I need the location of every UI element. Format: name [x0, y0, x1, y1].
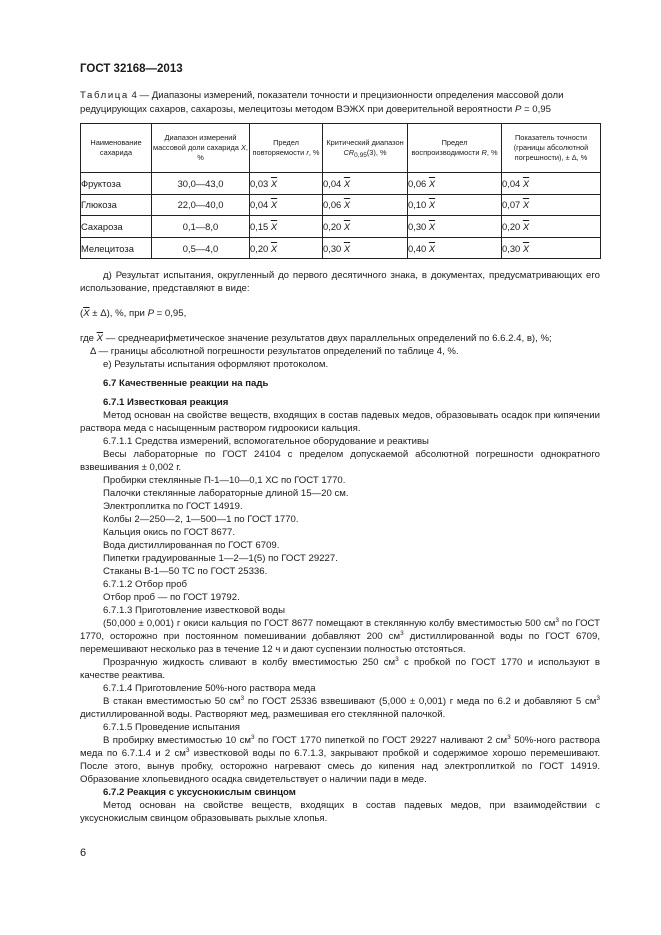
col-header-range: Диапазон измерений массовой доли сахарида X, %: [152, 124, 250, 173]
table-caption-label: Таблица: [80, 90, 129, 101]
table-row: [81, 237, 601, 259]
cell-delta: [502, 173, 601, 195]
paragraph: Электроплитка по ГОСТ 14919.: [103, 501, 243, 512]
formula-where-2: Δ — границы абсолютной погрешности результатов определений по таблице 4, %.: [90, 346, 459, 357]
document-header: ГОСТ 32168—2013: [80, 63, 183, 75]
x-bar-symbol: $\overline{X}$: [428, 220, 436, 232]
paragraph: (50,000 ± 0,001) г окиси кальция по ГОСТ 8677 помещают в стеклянную колбу вместимостью 500 $см^3$ по ГОСТ 1770, осторожно при постоянном помешивании добавляют 200 $см^3$ дистиллированной воды по ГОСТ 6709, перемешивают несколько раз в течение 12 ч и дают суспензии полностью отстояться.: [80, 617, 601, 655]
paragraph: В пробирку вместимостью 10 $см^3$ по ГОСТ 1770 пипеткой по ГОСТ 29227 наливают 2 $см^3$ 50%-ного раствора меда по 6.7.1.4 и 2 $см^3$ известковой воды по 6.7.1.3, закрывают пробкой и содержимое хорошо перемешивают. После этого, вынув пробку, осторожно нагревают смесь до кипения над электроплиткой по ГОСТ 14919. Образование хлопьевидного осадка свидетельствует о наличии пади в меде.: [80, 734, 601, 785]
cell-delta-value: 0,20: [502, 220, 521, 232]
col-header-repeatability: Предел повторяемости r, %: [250, 124, 323, 173]
paragraph: 6.7.1.2 Отбор проб: [103, 579, 188, 590]
table-row: [81, 216, 601, 238]
paragraph: В стакан вместимостью 50 $см^3$ по ГОСТ 25336 взвешивают (5,000 ± 0,001) г меда по 6.2 и добавляют 5 $см^3$ дистиллированной воды. Растворяют мед, размешивая его стеклянной палочкой.: [80, 695, 600, 720]
paragraph: Пипетки градуированные 1—2—1(5) по ГОСТ 29227.: [103, 553, 338, 564]
table-caption-text: 4 — Диапазоны измерений, показатели точности и прецизионности определения массовой доли редуцирующих сахаров, сахарозы, мелецитозы методом ВЭЖХ при доверительной вероятности P = 0,95: [80, 90, 564, 115]
cell-r-value: 0,20: [250, 242, 269, 254]
cell-delta: [502, 216, 601, 238]
result-formula: $(\overline{X} \pm \Delta)$, %, при P = 0,95,: [80, 308, 187, 319]
cell-r-value: 0,03: [250, 177, 269, 189]
document-body: [80, 269, 600, 825]
cell-range: 30,0—43,0: [152, 173, 250, 195]
paragraph: Отбор проб — по ГОСТ 19792.: [103, 592, 240, 603]
cell-name: Глюкоза: [81, 194, 152, 216]
col-header-name: Наименование сахарида: [81, 124, 152, 173]
paragraph: Палочки стеклянные лабораторные длиной 15—20 см.: [103, 488, 349, 499]
x-bar-symbol: $\overline{X}$: [270, 199, 278, 211]
cell-name: Фруктоза: [81, 173, 152, 195]
cell-delta: [502, 237, 601, 259]
col-header-reproducibility: Предел воспроизводимости R, %: [408, 124, 502, 173]
cell-cr-value: 0,06: [323, 199, 342, 211]
cell-R-value: 0,10: [408, 199, 427, 211]
cell-R-value: 0,06: [408, 177, 427, 189]
cell-r: [250, 173, 323, 195]
x-bar-symbol: $\overline{X}$: [270, 177, 278, 189]
cell-R: [408, 194, 502, 216]
cell-R: [408, 216, 502, 238]
table-row: [81, 173, 601, 195]
paragraph: Прозрачную жидкость сливают в колбу вместимостью 250 $см^3$ с пробкой по ГОСТ 1770 и используют в качестве реактива.: [80, 656, 600, 681]
cell-range: 0,1—8,0: [152, 216, 250, 238]
paragraph: 6.7.1.4 Приготовление 50%-ного раствора меда: [103, 683, 316, 694]
paragraph: 6.7.1.5 Проведение испытания: [103, 722, 240, 733]
cell-r-value: 0,15: [250, 220, 269, 232]
x-bar-symbol: $\overline{X}$: [522, 177, 530, 189]
x-bar-symbol: $\overline{X}$: [343, 242, 351, 254]
x-bar-symbol: $\overline{X}$: [343, 199, 351, 211]
cell-name: Мелецитоза: [81, 237, 152, 259]
x-bar-symbol: $\overline{X}$: [522, 220, 530, 232]
section-6-7-2-heading: 6.7.2 Реакция с уксуснокислым свинцом: [103, 787, 296, 798]
cell-r: [250, 237, 323, 259]
cell-delta: [502, 194, 601, 216]
x-bar-symbol: $\overline{X}$: [522, 242, 530, 254]
page-number: 6: [80, 847, 87, 859]
cell-R: [408, 173, 502, 195]
cell-name: Сахароза: [81, 216, 152, 238]
section-6-7-1-heading: 6.7.1 Известковая реакция: [103, 397, 229, 408]
cell-r-value: 0,04: [250, 199, 269, 211]
x-bar-symbol: $\overline{X}$: [522, 199, 530, 211]
paragraph: 6.7.1.3 Приготовление известковой воды: [103, 605, 285, 616]
cell-cr-value: 0,30: [323, 242, 342, 254]
col-header-critical-range: Критический диапазон $CR_{0,95}(3)$, %: [323, 124, 408, 173]
cell-delta-value: 0,07: [502, 199, 521, 211]
cell-range: 22,0—40,0: [152, 194, 250, 216]
paragraph: Пробирки стеклянные П-1—10—0,1 ХС по ГОСТ 1770.: [103, 475, 346, 486]
table-caption: [80, 89, 600, 117]
x-bar-symbol: $\overline{X}$: [428, 177, 436, 189]
table-header-row: [81, 124, 601, 173]
cell-delta-value: 0,04: [502, 177, 521, 189]
x-bar-symbol: $\overline{X}$: [270, 220, 278, 232]
paragraph: Колбы 2—250—2, 1—500—1 по ГОСТ 1770.: [103, 514, 299, 525]
paragraph: Кальция окись по ГОСТ 8677.: [103, 527, 236, 538]
paragraph-d: д) Результат испытания, округленный до первого десятичного знака, в документах, предусматривающих его использование, представляют в виде:: [80, 270, 600, 294]
x-bar-symbol: $\overline{X}$: [343, 220, 351, 232]
paragraph: Весы лабораторные по ГОСТ 24104 с пределом допускаемой абсолютной погрешности однократного взвешивания ± 0,002 г.: [80, 449, 600, 473]
paragraph: Стаканы В-1—50 ТС по ГОСТ 25336.: [103, 566, 268, 577]
cell-delta-value: 0,30: [502, 242, 521, 254]
x-bar-symbol: $\overline{X}$: [428, 199, 436, 211]
cell-r: [250, 216, 323, 238]
x-bar-symbol: $\overline{X}$: [343, 177, 351, 189]
section-6-7-heading: 6.7 Качественные реакции на падь: [103, 378, 269, 389]
cell-cr: [323, 237, 408, 259]
cell-R-value: 0,30: [408, 220, 427, 232]
table-row: [81, 194, 601, 216]
paragraph: Вода дистиллированная по ГОСТ 6709.: [103, 540, 280, 551]
table-4: [80, 123, 601, 259]
paragraph: 6.7.1.1 Средства измерений, вспомогательное оборудование и реактивы: [103, 436, 429, 447]
formula-where-1: где $\overline{X}$ — среднеарифметическое значение результатов двух параллельных определений по 6.6.2.4, в), %;: [80, 333, 552, 344]
cell-cr: [323, 216, 408, 238]
cell-r: [250, 194, 323, 216]
cell-cr-value: 0,04: [323, 177, 342, 189]
cell-cr: [323, 194, 408, 216]
cell-R-value: 0,40: [408, 242, 427, 254]
cell-cr-value: 0,20: [323, 220, 342, 232]
paragraph-e: е) Результаты испытания оформляют протоколом.: [103, 359, 329, 370]
col-header-accuracy: Показатель точности (границы абсолютной погрешности), ± Δ, %: [502, 124, 601, 173]
cell-R: [408, 237, 502, 259]
x-bar-symbol: $\overline{X}$: [270, 242, 278, 254]
cell-range: 0,5—4,0: [152, 237, 250, 259]
paragraph: Метод основан на свойстве веществ, входящих в состав падевых медов, при взаимодействии с уксуснокислым свинцом образовывать рыхлые хлопья.: [80, 800, 600, 824]
paragraph: Метод основан на свойстве веществ, входящих в состав падевых медов, образовывать осадок при кипячении раствора меда с насыщенным раствором гидроокиси кальция.: [80, 410, 600, 434]
x-bar-symbol: $\overline{X}$: [428, 242, 436, 254]
cell-cr: [323, 173, 408, 195]
